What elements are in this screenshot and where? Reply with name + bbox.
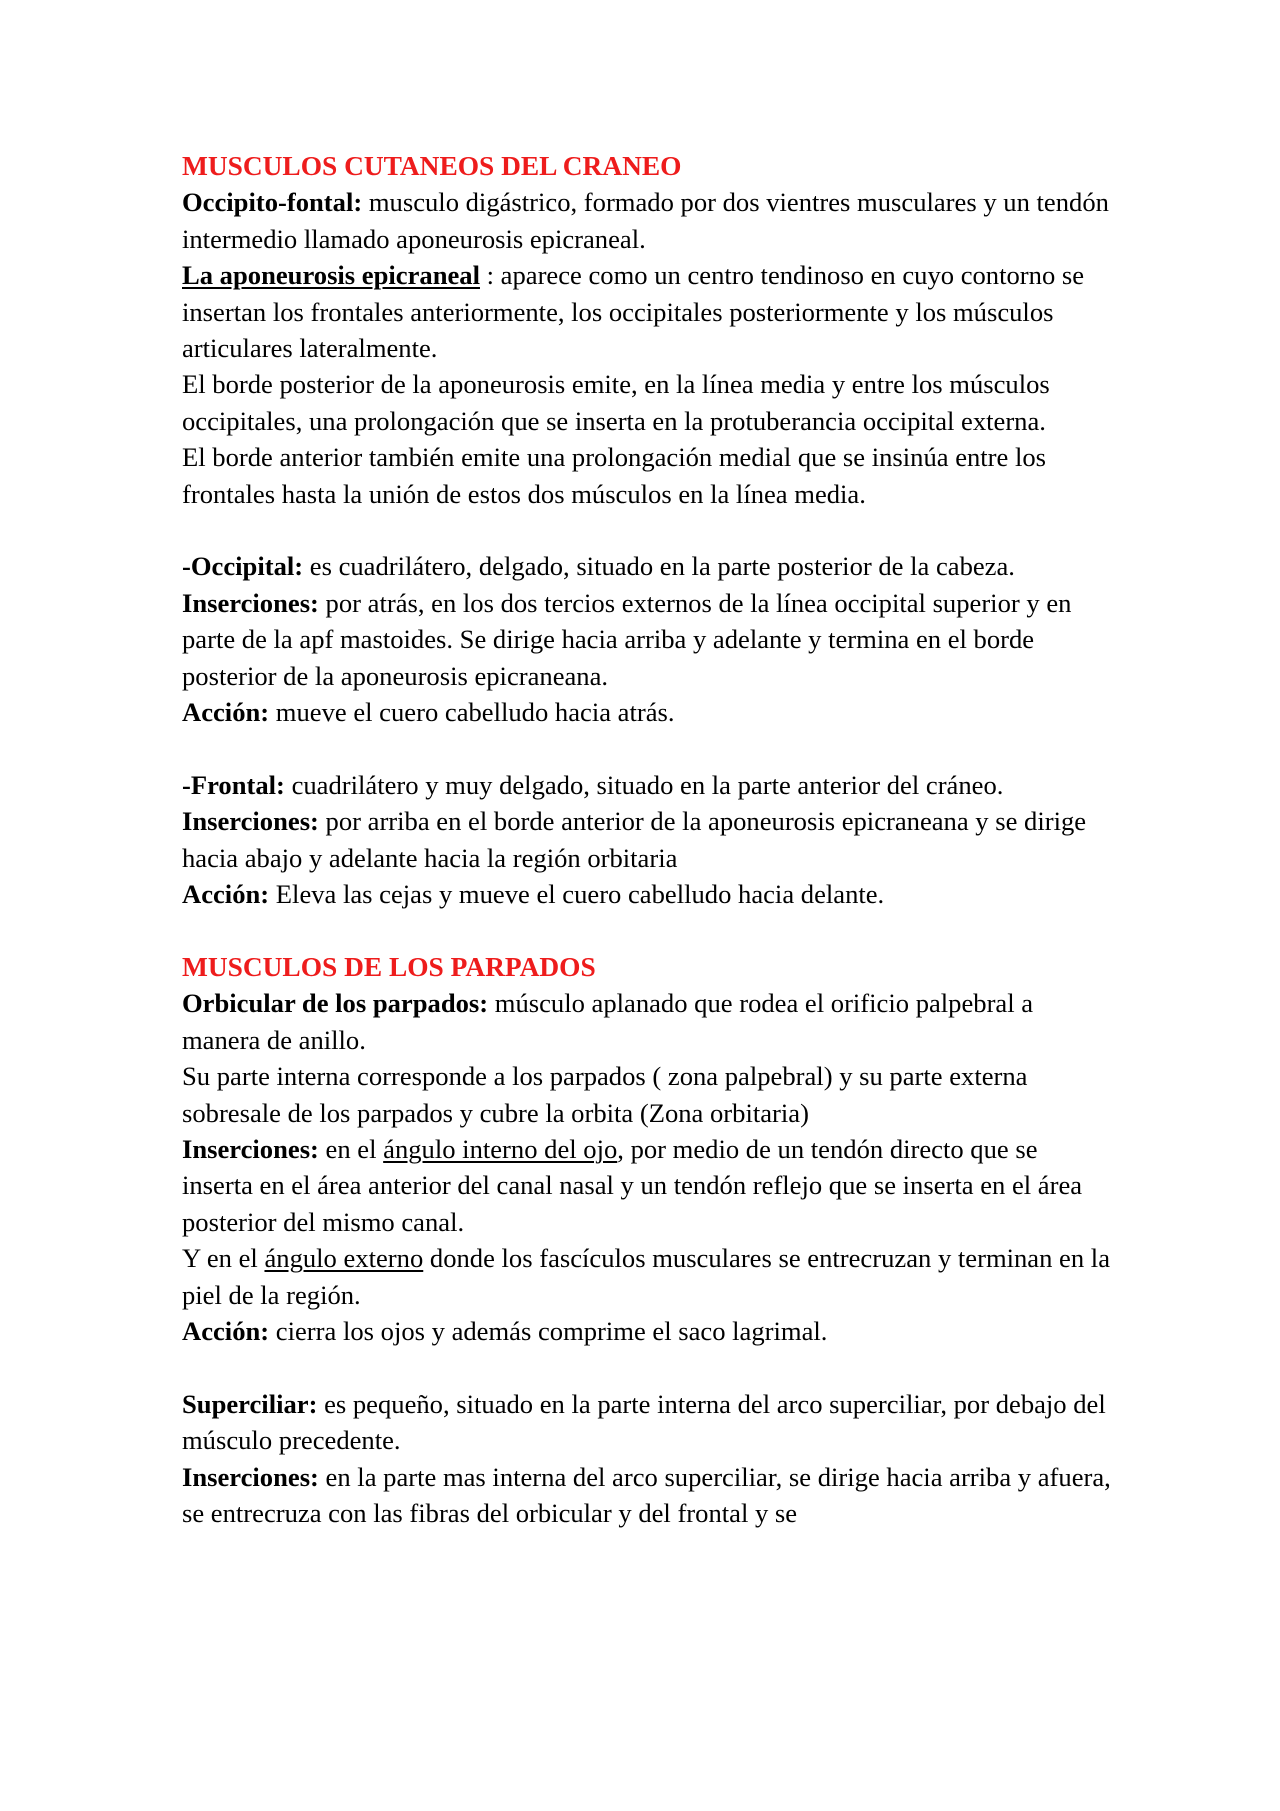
paragraph-frontal-accion [182, 876, 1112, 912]
paragraph-frontal-inserciones [182, 803, 1112, 876]
blank-line [182, 913, 1112, 949]
text-superciliar: es pequeño, situado en la parte interna del arco superciliar, por debajo del músculo precedente. [182, 1388, 1106, 1456]
text-aponeurosis: : aparece como un centro tendinoso en cuyo contorno se insertan los frontales anteriormente, los occipitales posteriormente y los músculos articulares lateralmente. [182, 260, 1085, 364]
paragraph-orbicular [182, 985, 1112, 1058]
text-frontal-accion: Eleva las cejas y mueve el cuero cabelludo hacia delante. [269, 879, 885, 910]
paragraph-angulo-externo [182, 1240, 1112, 1313]
paragraph-orbicular-inserciones [182, 1131, 1112, 1240]
paragraph-frontal [182, 767, 1112, 803]
text-frontal: cuadrilátero y muy delgado, situado en la parte anterior del cráneo. [284, 769, 1004, 800]
term-occipital: -Occipital: [182, 551, 304, 582]
paragraph-borde-anterior: El borde anterior también emite una prolongación medial que se insinúa entre los frontales hasta la unión de estos dos músculos en la línea media. [182, 442, 1047, 509]
paragraph-occipitofrontal [182, 184, 1112, 257]
paragraph-aponeurosis [182, 257, 1112, 366]
paragraph-occipital [182, 548, 1112, 584]
document-body [182, 148, 1112, 1531]
term-inserciones: Inserciones: [182, 1133, 319, 1164]
text-occipitofrontal: musculo digástrico, formado por dos vientres musculares y un tendón intermedio llamado aponeurosis epicraneal. [182, 187, 1109, 254]
term-occipitofrontal: Occipito-fontal: [182, 187, 363, 218]
text-angulo-externo-pre: Y en el [182, 1243, 265, 1274]
text-inserciones-post: , por medio de un tendón directo que se inserta en el área anterior del canal nasal y un tendón reflejo que se inserta en el área posterior del mismo canal. [182, 1133, 1083, 1237]
term-frontal: -Frontal: [182, 769, 285, 800]
underlined-angulo-externo: ángulo externo [264, 1243, 424, 1274]
text-inserciones-pre: en el [318, 1133, 384, 1164]
paragraph-orbicular-accion [182, 1313, 1112, 1349]
text-occipital-inserciones: por atrás, en los dos tercios externos de la línea occipital superior y en parte de la apf mastoides. Se dirige hacia arriba y adelante y termina en el borde posterior de la aponeurosis epicraneana. [182, 587, 1072, 691]
term-accion: Acción: [182, 1315, 270, 1346]
paragraph-superciliar-inserciones [182, 1459, 1112, 1532]
text-frontal-inserciones: por arriba en el borde anterior de la aponeurosis epicraneana y se dirige hacia abajo y adelante hacia la región orbitaria [182, 806, 1087, 873]
paragraph-parte-interna: Su parte interna corresponde a los parpados ( zona palpebral) y su parte externa sobresale de los parpados y cubre la orbita (Zona orbitaria) [182, 1061, 1028, 1128]
text-occipital-accion: mueve el cuero cabelludo hacia atrás. [269, 697, 675, 728]
paragraph-occipital-inserciones [182, 585, 1112, 694]
section-heading-parpados: MUSCULOS DE LOS PARPADOS [182, 951, 596, 982]
term-accion: Acción: [182, 879, 270, 910]
blank-line [182, 1349, 1112, 1385]
term-inserciones: Inserciones: [182, 806, 319, 837]
section-heading-craneo: MUSCULOS CUTANEOS DEL CRANEO [182, 151, 682, 181]
term-superciliar: Superciliar: [182, 1388, 318, 1419]
underlined-angulo-interno: ángulo interno del ojo [383, 1133, 618, 1164]
term-inserciones: Inserciones: [182, 1461, 319, 1492]
text-occipital: es cuadrilátero, delgado, situado en la parte posterior de la cabeza. [303, 551, 1015, 582]
text-angulo-externo-post: donde los fascículos musculares se entrecruzan y terminan en la piel de la región. [182, 1243, 1110, 1310]
paragraph-borde-posterior: El borde posterior de la aponeurosis emite, en la línea media y entre los músculos occipitales, una prolongación que se inserta en la protuberancia occipital externa. [182, 369, 1050, 436]
text-orbicular: músculo aplanado que rodea el orificio palpebral a manera de anillo. [182, 988, 1034, 1055]
text-orbicular-accion: cierra los ojos y además comprime el saco lagrimal. [269, 1315, 828, 1346]
text-superciliar-inserciones: en la parte mas interna del arco superciliar, se dirige hacia arriba y afuera, se entrecruza con las fibras del orbicular y del frontal y se [182, 1461, 1111, 1528]
term-orbicular: Orbicular de los parpados: [182, 988, 489, 1019]
blank-line [182, 512, 1112, 548]
term-aponeurosis: La aponeurosis epicraneal [182, 260, 480, 291]
paragraph-occipital-accion [182, 694, 1112, 730]
blank-line [182, 730, 1112, 766]
term-inserciones: Inserciones: [182, 587, 319, 618]
term-accion: Acción: [182, 697, 270, 728]
paragraph-superciliar [182, 1386, 1112, 1459]
